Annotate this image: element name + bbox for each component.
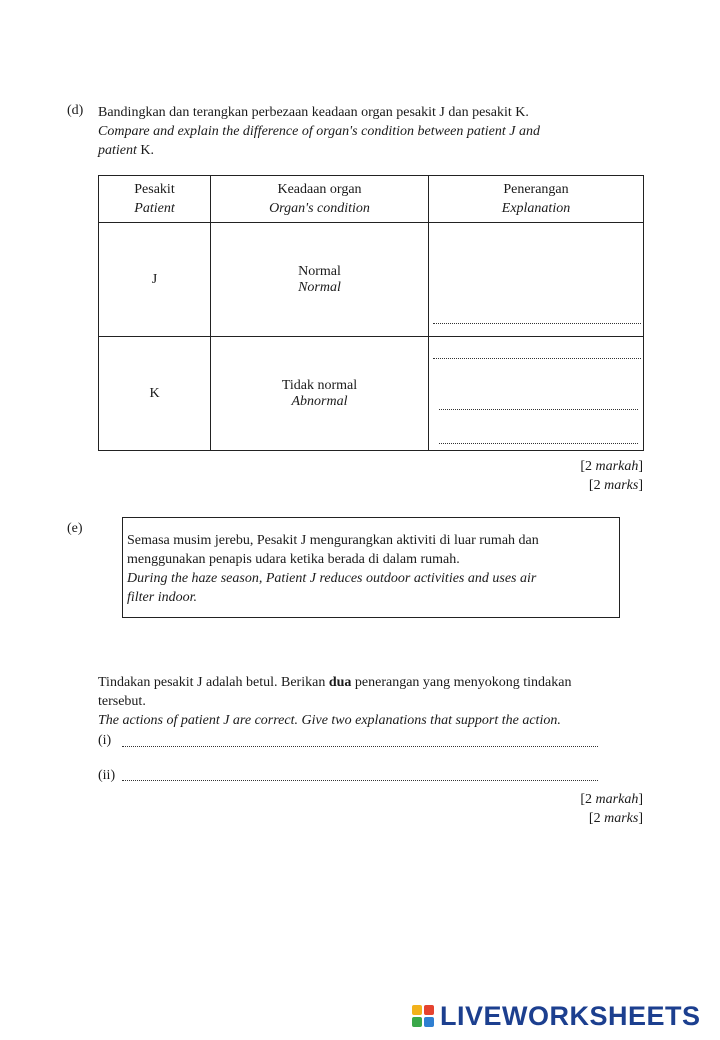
- liveworksheets-logo: [412, 1000, 701, 1032]
- marks-prefix: [2: [588, 478, 605, 493]
- marks-suffix: ]: [638, 811, 643, 826]
- explanation-j-cell: [429, 223, 644, 337]
- question-e-marks-en: [440, 809, 643, 828]
- liveworksheets-logo-text: LIVEWORKSHEETS: [440, 1000, 701, 1031]
- condition-k-en: Abnormal: [291, 393, 348, 409]
- logo-square-icon: [412, 1005, 422, 1015]
- question-d-marks-ms: [440, 457, 643, 476]
- answer-ii-label: (ii): [98, 768, 116, 783]
- header-condition-en: Organ's condition: [269, 201, 370, 216]
- marks-prefix: [2: [580, 459, 596, 474]
- question-d-text-en-patient: patient: [98, 143, 137, 158]
- question-e-marks-ms: [440, 790, 643, 809]
- question-e-label: (e): [67, 521, 83, 536]
- table-row: [99, 223, 644, 337]
- marks-word: markah: [595, 459, 639, 474]
- task-ms-bold: dua: [328, 675, 352, 690]
- marks-word: marks: [604, 478, 639, 493]
- header-condition-ms: Keadaan organ: [277, 182, 362, 197]
- marks-word: markah: [595, 792, 639, 807]
- logo-square-icon: [412, 1017, 422, 1027]
- question-e-task-ms-cont: tersebut.: [98, 694, 146, 709]
- header-explanation-ms: Penerangan: [503, 182, 569, 197]
- table-header-row: [99, 176, 644, 223]
- comparison-table: [98, 175, 644, 451]
- scenario-ms-line-2: menggunakan penapis udara ketika berada di dalam rumah.: [127, 552, 460, 567]
- answer-ii-input[interactable]: [122, 764, 598, 781]
- condition-k-ms: Tidak normal: [281, 377, 358, 393]
- marks-prefix: [2: [588, 811, 605, 826]
- condition-j-cell: [211, 223, 429, 337]
- condition-j-en: Normal: [298, 279, 341, 295]
- explanation-k-cell: [429, 337, 644, 451]
- question-e-task-en: The actions of patient J are correct. Give two explanations that support the action.: [98, 713, 561, 728]
- task-ms-pre: Tindakan pesakit J adalah betul. Berikan: [98, 675, 329, 690]
- marks-word: marks: [604, 811, 639, 826]
- explanation-j-input-1[interactable]: [433, 307, 641, 324]
- marks-suffix: ]: [638, 792, 643, 807]
- question-d-marks-en: [440, 476, 643, 495]
- question-d-text-en-cont: [98, 141, 154, 160]
- question-d-text-ms: Bandingkan dan terangkan perbezaan keadaan organ pesakit J dan pesakit K.: [98, 105, 529, 120]
- task-ms-post: penerangan yang menyokong tindakan: [351, 675, 572, 690]
- question-d-text-en-k: K.: [136, 143, 155, 158]
- explanation-k-input-2[interactable]: [439, 427, 638, 444]
- scenario-en-line-2: filter indoor.: [127, 590, 198, 605]
- scenario-en-line-1: During the haze season, Patient J reduces outdoor activities and uses air: [127, 571, 537, 586]
- header-explanation-en: Explanation: [501, 201, 571, 216]
- header-patient-en: Patient: [134, 201, 175, 216]
- header-explanation: [429, 176, 644, 223]
- header-patient-ms: Pesakit: [134, 182, 175, 197]
- patient-j-cell: J: [99, 223, 211, 337]
- logo-square-icon: [424, 1005, 434, 1015]
- scenario-box: [122, 517, 620, 618]
- patient-k-cell: K: [99, 337, 211, 451]
- explanation-k-input-1[interactable]: [439, 393, 638, 410]
- header-patient: [99, 176, 211, 223]
- marks-prefix: [2: [580, 792, 596, 807]
- answer-i-input[interactable]: [122, 730, 598, 747]
- header-condition: [211, 176, 429, 223]
- question-e-task-ms: [98, 673, 571, 692]
- marks-suffix: ]: [638, 459, 643, 474]
- table-row: [99, 337, 644, 451]
- marks-suffix: ]: [638, 478, 643, 493]
- scenario-ms-line-1: Semasa musim jerebu, Pesakit J mengurangkan aktiviti di luar rumah dan: [127, 533, 539, 548]
- question-d-label: (d): [67, 103, 84, 118]
- question-d-text-en: Compare and explain the difference of organ's condition between patient J and: [98, 124, 540, 139]
- condition-j-ms: Normal: [298, 263, 341, 279]
- answer-i-label: (i): [98, 733, 112, 748]
- liveworksheets-logo-icon: [412, 1005, 434, 1027]
- logo-square-icon: [424, 1017, 434, 1027]
- condition-k-cell: [211, 337, 429, 451]
